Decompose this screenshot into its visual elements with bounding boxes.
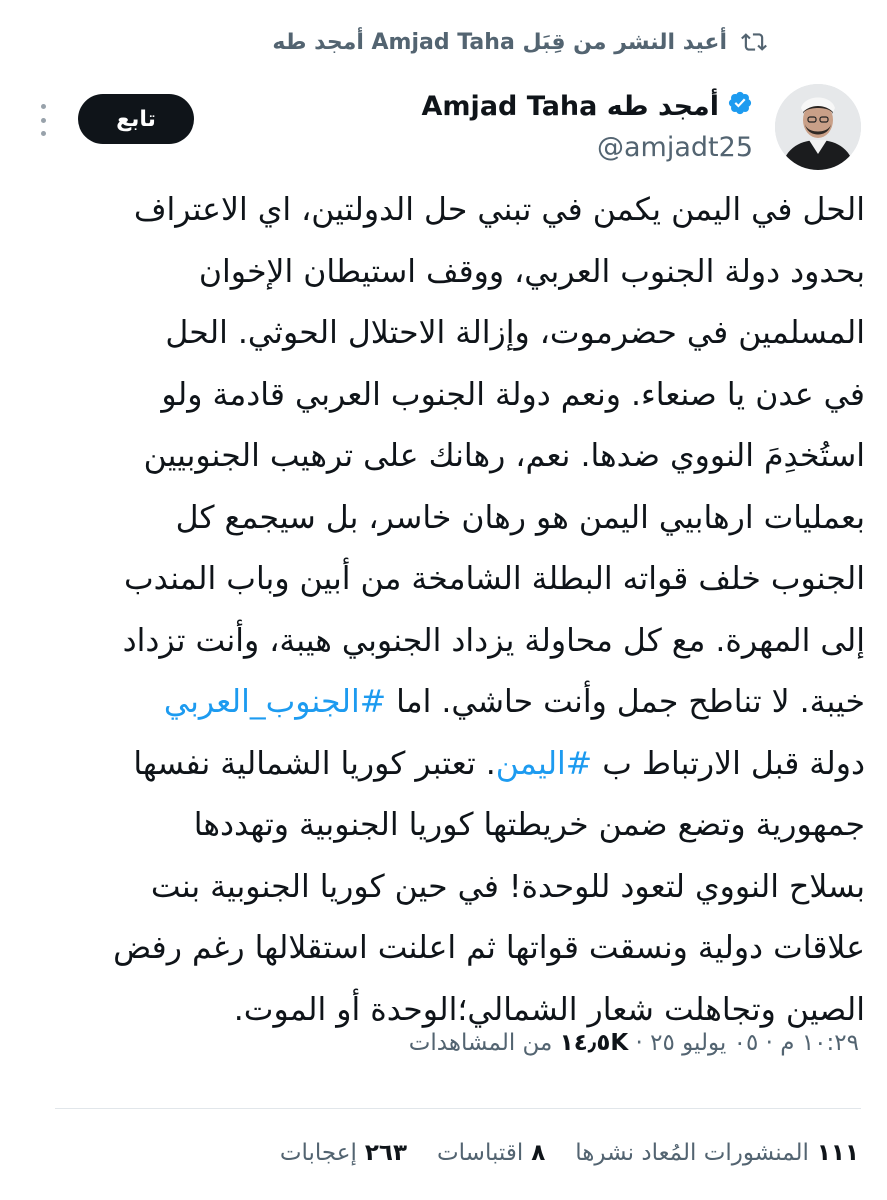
verified-badge-icon bbox=[727, 90, 753, 123]
tweet-text-segment: دولة قبل الارتباط ب bbox=[592, 745, 865, 782]
separator-dot: · bbox=[628, 1030, 643, 1056]
separator-dot: · bbox=[758, 1030, 773, 1056]
tweet-line: علاقات دولية ونسقت قواتها ثم اعلنت استقلالها رغم رفض bbox=[113, 930, 865, 966]
tweet-line: بسلاح النووي لتعود للوحدة! في حين كوريا الجنوبية بنت bbox=[150, 868, 865, 905]
tweet-line: إلى المهرة. مع كل محاولة يزداد الجنوبي هيبة، وأنت تزداد bbox=[122, 622, 865, 659]
hashtag-link[interactable]: #الجنوب_العربي bbox=[163, 684, 387, 720]
quotes-label: اقتباسات bbox=[437, 1140, 524, 1166]
tweet-header bbox=[0, 82, 887, 174]
tweet-line: بعمليات ارهابيي اليمن هو رهان خاسر، بل سيجمع كل bbox=[175, 499, 865, 536]
tweet-line bbox=[19, 672, 865, 734]
tweet-line bbox=[19, 734, 865, 796]
author-name-row[interactable] bbox=[422, 90, 753, 123]
likes-label: إعجابات bbox=[279, 1140, 357, 1166]
avatar[interactable] bbox=[775, 84, 861, 170]
tweet-line: استُخدِمَ النووي ضدها. نعم، رهانك على ترهيب الجنوبيين bbox=[143, 438, 865, 474]
tweet-time[interactable]: ١٠:٢٩ م bbox=[780, 1030, 859, 1056]
reposts-label: المنشورات المُعاد نشرها bbox=[575, 1140, 809, 1166]
likes-count: ٢٦٣ bbox=[364, 1140, 408, 1166]
author-name: Amjad Taha أمجد طه bbox=[421, 91, 719, 122]
tweet-text-segment: . تعتبر كوريا الشمالية نفسها bbox=[133, 745, 496, 782]
hashtag-link[interactable]: #اليمن bbox=[495, 745, 593, 782]
repost-icon bbox=[741, 29, 767, 55]
tweet-line: الحل في اليمن يكمن في تبني حل الدولتين، اي الاعتراف bbox=[133, 192, 865, 228]
repost-text: أعيد النشر من قِبَل Amjad Taha أمجد طه bbox=[272, 29, 727, 55]
quotes-stat[interactable] bbox=[437, 1140, 545, 1166]
likes-stat[interactable] bbox=[280, 1140, 407, 1166]
tweet-line: الجنوب خلف قواته البطلة الشامخة من أبين وباب المندب bbox=[124, 561, 865, 597]
tweet-line: في عدن يا صنعاء. ونعم دولة الجنوب العربي قادمة ولو bbox=[161, 376, 865, 413]
author-handle[interactable]: @amjadt25 bbox=[597, 132, 753, 163]
reposts-count: ١١١ bbox=[816, 1140, 859, 1166]
tweet-date[interactable]: ٠٥ يوليو ٢٥ bbox=[650, 1030, 759, 1056]
tweet-line: بحدود دولة الجنوب العربي، ووقف استيطان الإخوان bbox=[198, 253, 865, 290]
divider bbox=[55, 1108, 861, 1109]
tweet-text bbox=[19, 180, 865, 1041]
views-label: من المشاهدات bbox=[408, 1030, 553, 1056]
tweet-line: المسلمين في حضرموت، وإزالة الاحتلال الحوثي. الحل bbox=[165, 315, 865, 351]
repost-context[interactable] bbox=[272, 22, 767, 62]
quotes-count: ٨ bbox=[531, 1140, 546, 1166]
views-count: ١٤٫٥K bbox=[559, 1030, 629, 1056]
tweet-line: جمهورية وتضع ضمن خريطتها كوريا الجنوبية وتهددها bbox=[193, 807, 865, 843]
more-vertical-icon[interactable] bbox=[30, 104, 56, 136]
tweet-text-segment: خيبة. لا تناطح جمل وأنت حاشي. اما bbox=[386, 684, 865, 720]
reposts-stat[interactable] bbox=[575, 1140, 859, 1166]
follow-button[interactable]: تابع bbox=[78, 94, 194, 144]
tweet-line: الصين وتجاهلت شعار الشمالي؛الوحدة أو الموت. bbox=[233, 991, 865, 1028]
tweet-meta bbox=[409, 1030, 859, 1056]
engagement-stats bbox=[280, 1140, 859, 1166]
